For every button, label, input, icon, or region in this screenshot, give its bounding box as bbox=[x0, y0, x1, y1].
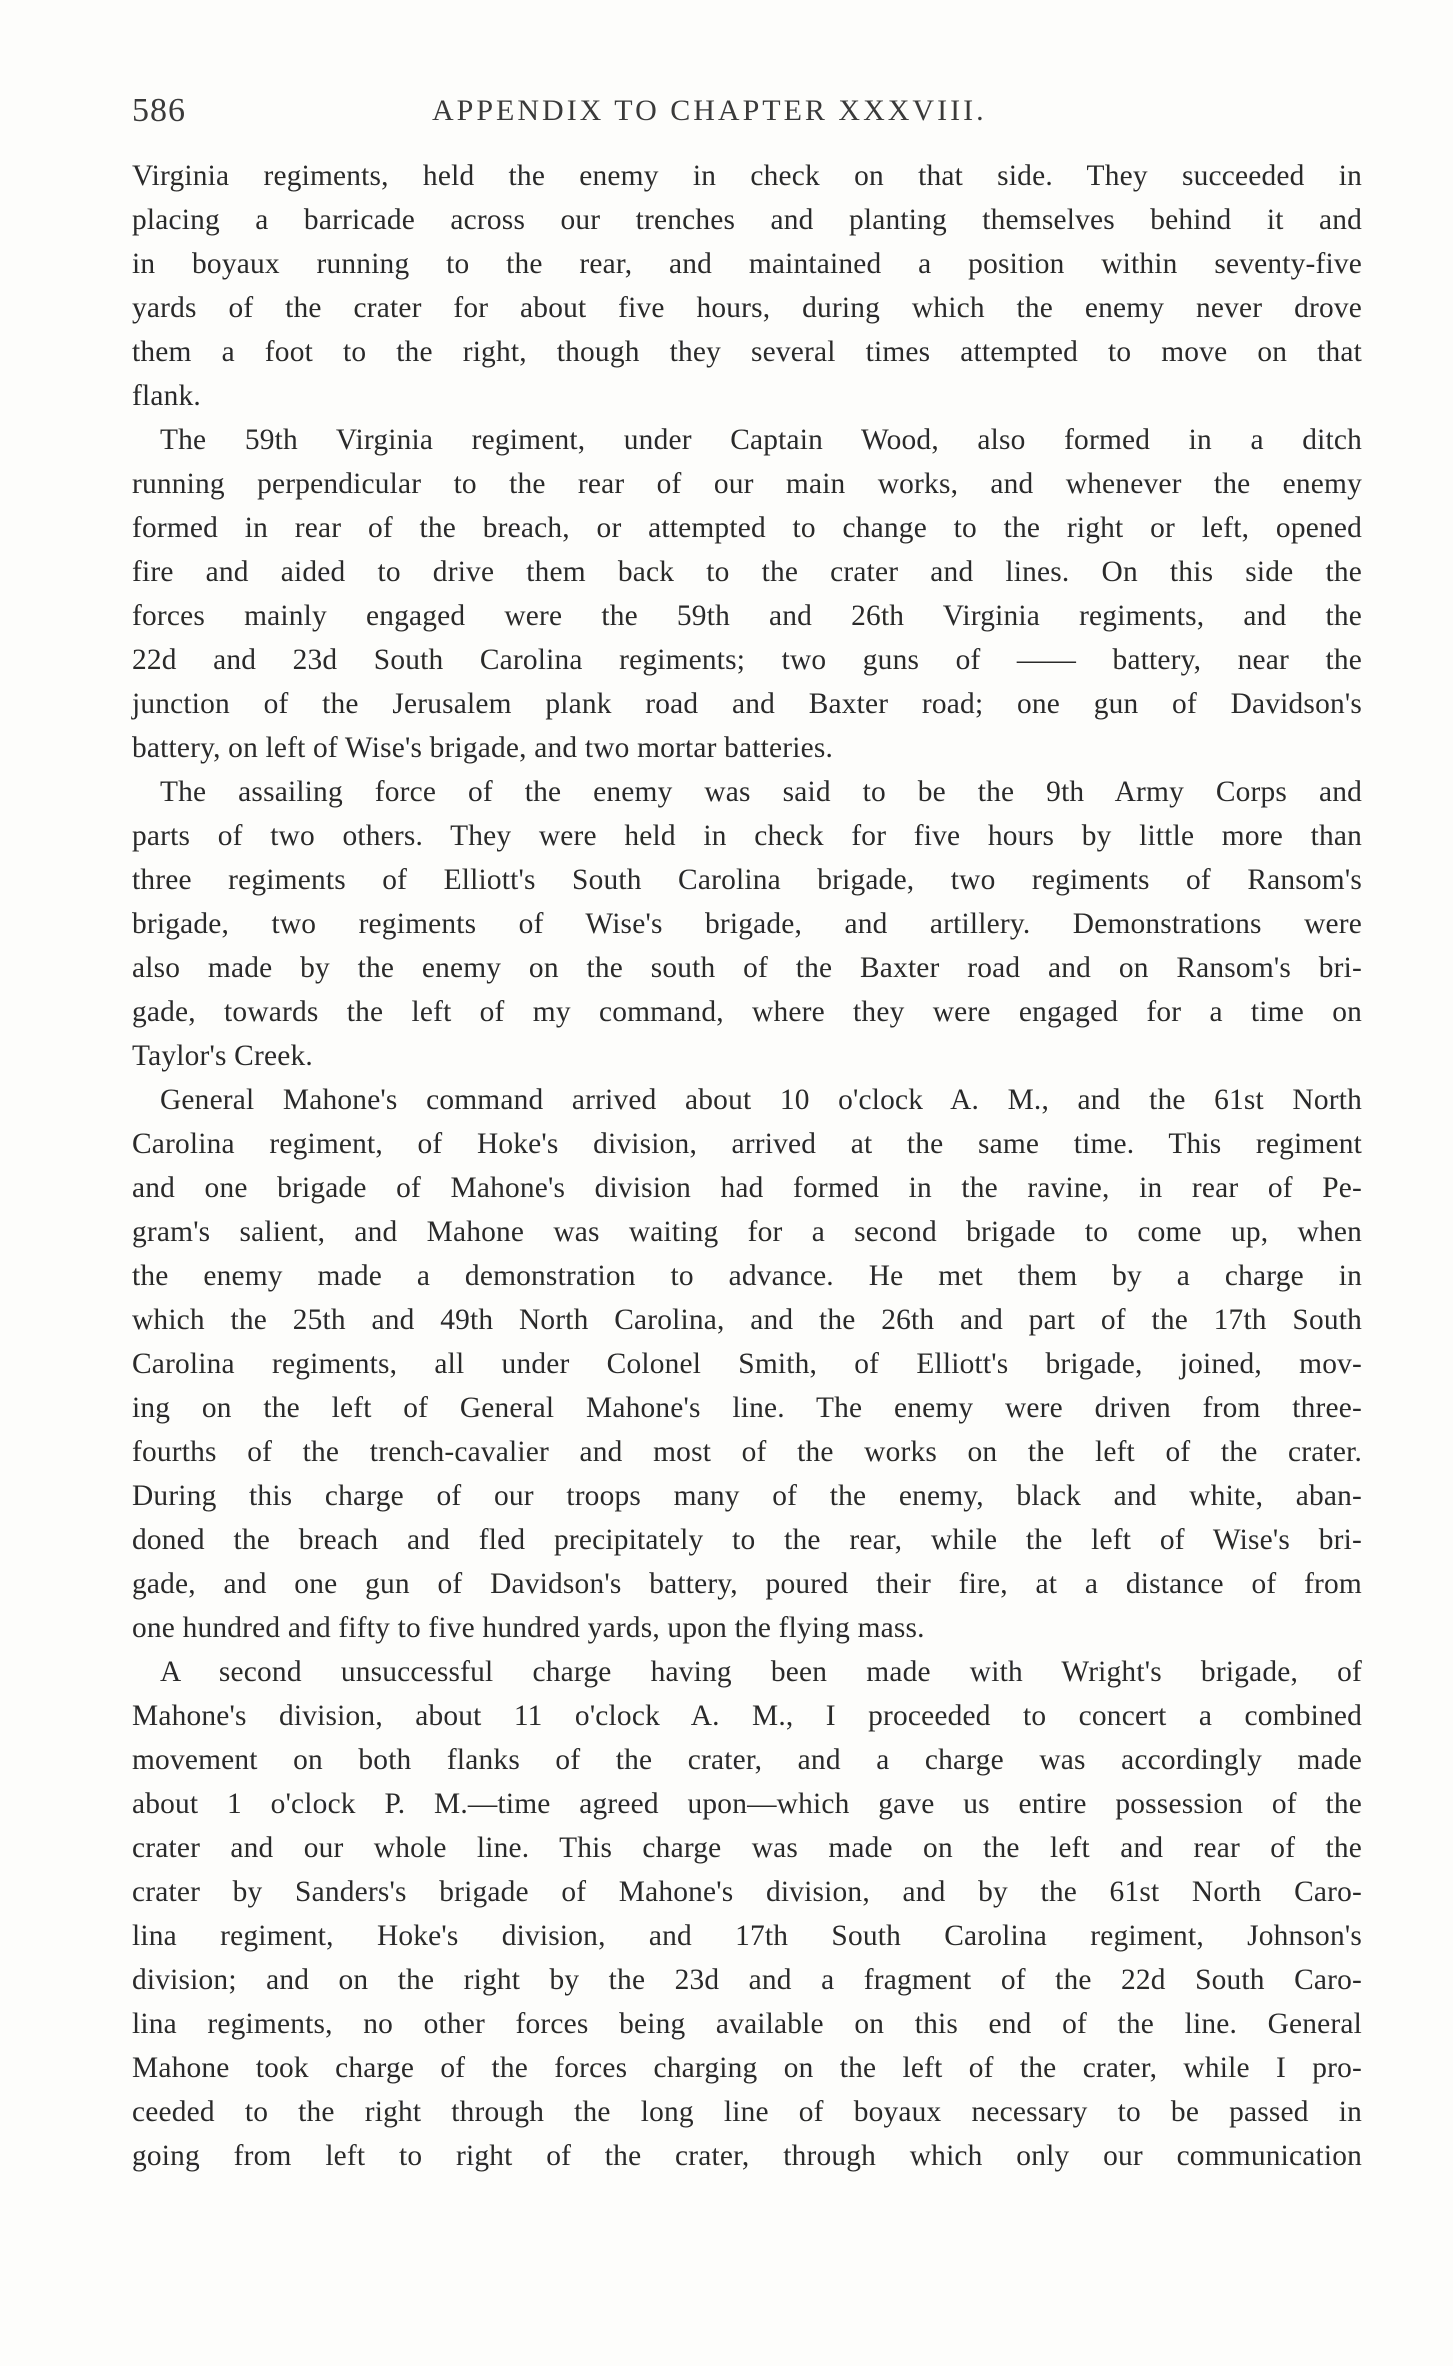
text-line: going from left to right of the crater, through which only our communication bbox=[132, 2140, 1362, 2172]
text-line: them a foot to the right, though they several times attempted to move on that bbox=[132, 336, 1362, 368]
text-line: three regiments of Elliott's South Carolina brigade, two regiments of Ransom's bbox=[132, 864, 1362, 896]
text-line: fourths of the trench-cavalier and most of the works on the left of the crater. bbox=[132, 1436, 1362, 1468]
text-line: Mahone took charge of the forces charging on the left of the crater, while I pro- bbox=[132, 2052, 1362, 2084]
paragraph-start-line: General Mahone's command arrived about 10 o'clock A. M., and the 61st North bbox=[160, 1084, 1362, 1116]
text-line: crater by Sanders's brigade of Mahone's division, and by the 61st North Caro- bbox=[132, 1876, 1362, 1908]
text-line: in boyaux running to the rear, and maintained a position within seventy-five bbox=[132, 248, 1362, 280]
text-line: doned the breach and fled precipitately to the rear, while the left of Wise's bri- bbox=[132, 1524, 1362, 1556]
paragraph-start-line: The 59th Virginia regiment, under Captain Wood, also formed in a ditch bbox=[160, 424, 1362, 456]
text-line: junction of the Jerusalem plank road and Baxter road; one gun of Davidson's bbox=[132, 688, 1362, 720]
text-line: the enemy made a demonstration to advance. He met them by a charge in bbox=[132, 1260, 1362, 1292]
text-line: forces mainly engaged were the 59th and 26th Virginia regiments, and the bbox=[132, 600, 1362, 632]
text-line: one hundred and fifty to five hundred yards, upon the flying mass. bbox=[132, 1612, 925, 1644]
text-line: Carolina regiments, all under Colonel Smith, of Elliott's brigade, joined, mov- bbox=[132, 1348, 1362, 1380]
page-number: 586 bbox=[132, 92, 186, 129]
text-line: lina regiment, Hoke's division, and 17th South Carolina regiment, Johnson's bbox=[132, 1920, 1362, 1952]
text-line: Mahone's division, about 11 o'clock A. M., I proceeded to concert a combined bbox=[132, 1700, 1362, 1732]
text-line: gram's salient, and Mahone was waiting for a second brigade to come up, when bbox=[132, 1216, 1362, 1248]
text-line: Virginia regiments, held the enemy in check on that side. They succeeded in bbox=[132, 160, 1362, 192]
text-line: Taylor's Creek. bbox=[132, 1040, 313, 1072]
text-line: lina regiments, no other forces being available on this end of the line. General bbox=[132, 2008, 1362, 2040]
page-header bbox=[132, 92, 1362, 132]
text-line: 22d and 23d South Carolina regiments; two guns of —— battery, near the bbox=[132, 644, 1362, 676]
text-line: fire and aided to drive them back to the crater and lines. On this side the bbox=[132, 556, 1362, 588]
text-line: placing a barricade across our trenches and planting themselves behind it and bbox=[132, 204, 1362, 236]
text-line: brigade, two regiments of Wise's brigade, and artillery. Demonstrations were bbox=[132, 908, 1362, 940]
text-line: parts of two others. They were held in check for five hours by little more than bbox=[132, 820, 1362, 852]
text-line: flank. bbox=[132, 380, 201, 412]
text-line: and one brigade of Mahone's division had formed in the ravine, in rear of Pe- bbox=[132, 1172, 1362, 1204]
text-line: which the 25th and 49th North Carolina, and the 26th and part of the 17th South bbox=[132, 1304, 1362, 1336]
body-text bbox=[132, 154, 1362, 2178]
text-line: yards of the crater for about five hours, during which the enemy never drove bbox=[132, 292, 1362, 324]
text-line: During this charge of our troops many of the enemy, black and white, aban- bbox=[132, 1480, 1362, 1512]
text-line: gade, and one gun of Davidson's battery, poured their fire, at a distance of from bbox=[132, 1568, 1362, 1600]
text-line: gade, towards the left of my command, where they were engaged for a time on bbox=[132, 996, 1362, 1028]
running-head: APPENDIX TO CHAPTER XXXVIII. bbox=[432, 94, 987, 127]
text-line: ing on the left of General Mahone's line. The enemy were driven from three- bbox=[132, 1392, 1362, 1424]
text-line: about 1 o'clock P. M.—time agreed upon—which gave us entire possession of the bbox=[132, 1788, 1362, 1820]
text-line: Carolina regiment, of Hoke's division, arrived at the same time. This regiment bbox=[132, 1128, 1362, 1160]
text-line: division; and on the right by the 23d and a fragment of the 22d South Caro- bbox=[132, 1964, 1362, 1996]
paragraph-start-line: The assailing force of the enemy was said to be the 9th Army Corps and bbox=[160, 776, 1362, 808]
text-line: movement on both flanks of the crater, and a charge was accordingly made bbox=[132, 1744, 1362, 1776]
text-line: also made by the enemy on the south of the Baxter road and on Ransom's bri- bbox=[132, 952, 1362, 984]
text-line: running perpendicular to the rear of our main works, and whenever the enemy bbox=[132, 468, 1362, 500]
text-line: crater and our whole line. This charge was made on the left and rear of the bbox=[132, 1832, 1362, 1864]
text-line: formed in rear of the breach, or attempted to change to the right or left, opened bbox=[132, 512, 1362, 544]
text-line: ceeded to the right through the long line of boyaux necessary to be passed in bbox=[132, 2096, 1362, 2128]
text-line: battery, on left of Wise's brigade, and two mortar batteries. bbox=[132, 732, 834, 764]
paragraph-start-line: A second unsuccessful charge having been made with Wright's brigade, of bbox=[160, 1656, 1362, 1688]
